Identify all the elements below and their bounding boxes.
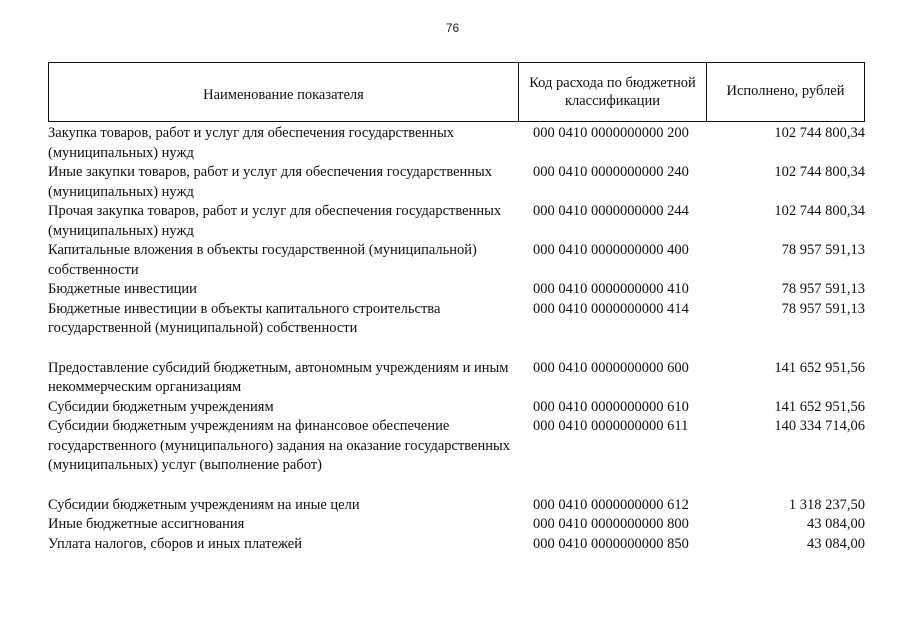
row-name: Капитальные вложения в объекты государственной (муниципальной) собственности — [48, 242, 477, 278]
table-body — [48, 124, 865, 554]
row-name: Закупка товаров, работ и услуг для обеспечения государственных (муниципальных) нужд — [48, 125, 455, 161]
row-amount: 78 957 591,13 — [781, 242, 865, 258]
row-amount: 141 652 951,56 — [774, 359, 865, 376]
row-code: 000 0410 0000000000 400 — [533, 242, 689, 258]
row-amount: 140 334 714,06 — [774, 418, 865, 434]
table-row — [48, 398, 865, 418]
row-code: 000 0410 0000000000 610 — [533, 398, 689, 415]
row-name: Прочая закупка товаров, работ и услуг для обеспечения государственных (муниципальных) нужд — [48, 203, 502, 239]
row-amount: 78 957 591,13 — [781, 281, 865, 297]
table-row — [48, 535, 865, 555]
row-amount: 102 744 800,34 — [774, 125, 865, 141]
row-amount: 43 084,00 — [807, 535, 865, 552]
row-code: 000 0410 0000000000 410 — [533, 281, 689, 297]
table-row — [48, 417, 865, 476]
header-indicator-name: Наименование показателя — [203, 87, 364, 104]
row-name: Уплата налогов, сборов и иных платежей — [48, 535, 302, 552]
row-code: 000 0410 0000000000 200 — [533, 125, 689, 141]
table-row — [48, 300, 865, 339]
table-row — [48, 359, 865, 398]
row-code: 000 0410 0000000000 611 — [533, 418, 689, 434]
row-amount: 141 652 951,56 — [774, 398, 865, 415]
header-executed-amount: Исполнено, рублей — [726, 83, 845, 100]
table-row — [48, 202, 865, 241]
row-amount: 102 744 800,34 — [774, 164, 865, 180]
row-code: 000 0410 0000000000 850 — [533, 535, 689, 552]
row-name: Субсидии бюджетным учреждениям на иные цели — [48, 496, 360, 513]
row-code: 000 0410 0000000000 244 — [533, 203, 689, 219]
row-name: Предоставление субсидий бюджетным, автономным учреждениям и иным некоммерческим организациям — [48, 359, 509, 395]
table-row — [48, 280, 865, 300]
table-row — [48, 163, 865, 202]
row-code: 000 0410 0000000000 240 — [533, 164, 689, 180]
row-code: 000 0410 0000000000 600 — [533, 359, 689, 376]
row-name: Бюджетные инвестиции в объекты капитального строительства государственной (муниципальной) собственности — [48, 300, 441, 336]
table-header — [48, 62, 865, 122]
row-code: 000 0410 0000000000 612 — [533, 496, 689, 513]
header-expense-code: Код расхода по бюджетной классификации — [518, 63, 707, 121]
row-name: Субсидии бюджетным учреждениям — [48, 398, 274, 415]
row-name: Иные бюджетные ассигнования — [48, 516, 245, 532]
page-number: 76 — [445, 21, 460, 35]
row-amount: 1 318 237,50 — [788, 496, 865, 513]
row-code: 000 0410 0000000000 414 — [533, 300, 689, 317]
row-name: Иные закупки товаров, работ и услуг для обеспечения государственных (муниципальных) нужд — [48, 164, 493, 200]
table-row — [48, 515, 865, 535]
row-name: Бюджетные инвестиции — [48, 281, 197, 297]
row-amount: 43 084,00 — [807, 516, 865, 532]
row-amount: 102 744 800,34 — [774, 203, 865, 219]
table-row — [48, 496, 865, 516]
row-code: 000 0410 0000000000 800 — [533, 516, 689, 532]
row-amount: 78 957 591,13 — [781, 300, 865, 317]
table-row — [48, 241, 865, 280]
table-row — [48, 124, 865, 163]
row-name: Субсидии бюджетным учреждениям на финансовое обеспечение государственного (муниципального) задания на оказание государственных (муниципальных) услуг (выполнение работ) — [48, 418, 510, 473]
